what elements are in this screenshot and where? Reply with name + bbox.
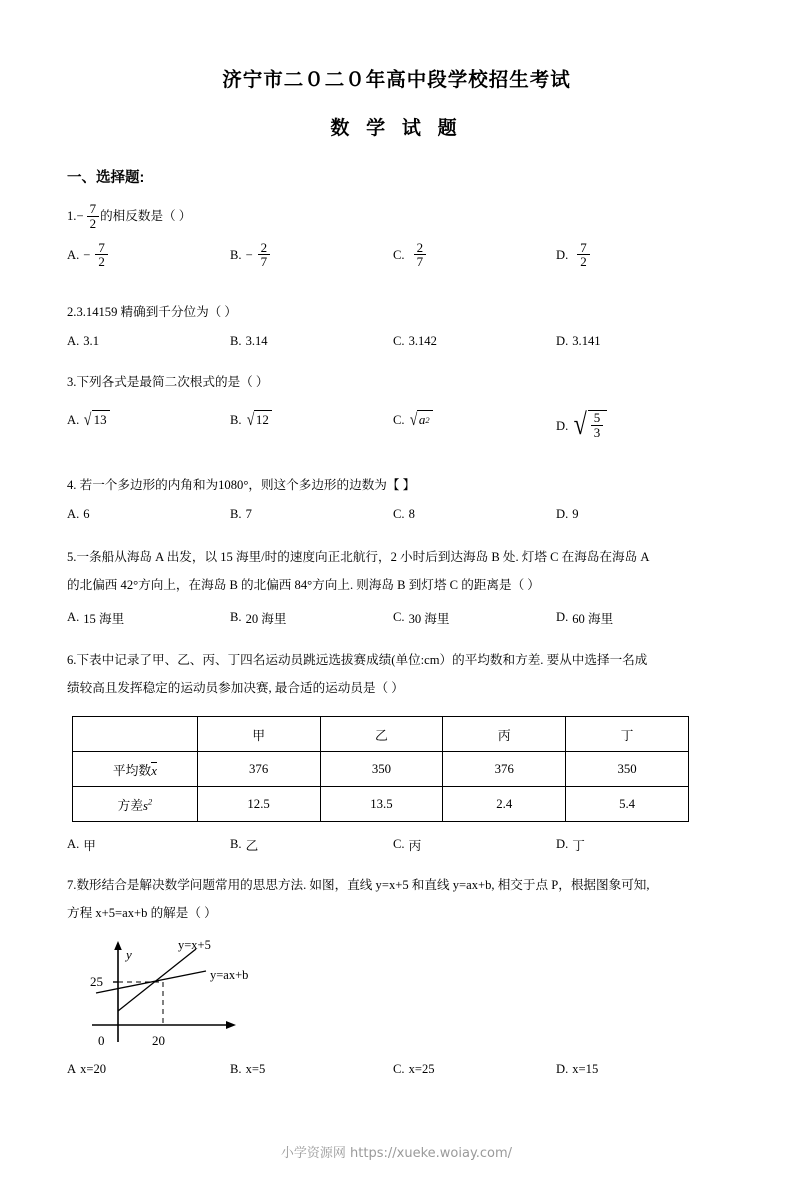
option-fraction <box>95 241 108 269</box>
question-4-options <box>67 507 727 531</box>
option-2-a[interactable] <box>67 334 99 349</box>
option-label: B. <box>230 248 242 263</box>
line2-label: y=ax+b <box>210 968 249 982</box>
option-label: A. <box>67 507 80 521</box>
table-cell-variance-3: 5.4 <box>566 787 689 822</box>
table-row <box>73 717 689 752</box>
option-label: C. <box>393 248 405 263</box>
option-6-c[interactable] <box>393 835 421 854</box>
fraction-numerator: 5 <box>593 410 601 426</box>
question-5-stem <box>67 543 727 599</box>
statistics-table <box>72 716 689 822</box>
section-heading: 一、选择题: <box>67 170 145 186</box>
table-row <box>73 787 689 822</box>
option-text: 30 海里 <box>408 612 450 626</box>
question-1-sign: − <box>76 209 84 223</box>
radical-sign: √ <box>246 410 254 429</box>
option-text: 3.14 <box>245 334 268 348</box>
radicand <box>588 410 608 440</box>
fraction-denominator: 2 <box>577 254 590 268</box>
nested-fraction <box>591 411 604 439</box>
line-y-equals-ax-plus-b <box>96 971 206 993</box>
question-6-stem <box>67 646 727 702</box>
fraction-denominator: 2 <box>87 216 100 230</box>
table-corner-cell <box>73 717 198 752</box>
question-5 <box>67 543 727 632</box>
table-cell-mean-2: 376 <box>443 752 566 787</box>
option-1-d[interactable] <box>556 242 591 270</box>
fraction-numerator: 7 <box>89 201 97 217</box>
option-4-c[interactable] <box>393 507 415 522</box>
radical-sign: √ <box>573 408 588 441</box>
question-7-options <box>67 1062 727 1086</box>
option-label: B. <box>230 837 242 851</box>
option-label: B. <box>230 334 242 348</box>
option-label: C. <box>393 1062 405 1076</box>
s-symbol: s <box>143 798 149 813</box>
option-text: 7 <box>245 507 252 521</box>
option-1-c[interactable] <box>393 242 427 270</box>
option-label: D. <box>556 334 569 348</box>
option-2-c[interactable] <box>393 334 437 349</box>
option-label: D. <box>556 1062 569 1076</box>
option-text: 9 <box>572 507 579 521</box>
option-3-d[interactable] <box>556 408 607 441</box>
fraction-numerator: 7 <box>580 240 587 255</box>
option-5-b[interactable] <box>230 608 287 627</box>
graph-svg <box>78 937 338 1055</box>
option-label: B. <box>230 507 242 521</box>
option-7-c[interactable] <box>393 1062 435 1077</box>
option-text: x=5 <box>245 1062 266 1076</box>
option-sign: − <box>83 248 91 263</box>
table-cell-mean-3: 350 <box>566 752 689 787</box>
option-label: A <box>67 1062 77 1076</box>
option-fraction <box>577 241 590 269</box>
option-text: 3.141 <box>572 334 601 348</box>
table-row-header-mean <box>73 752 198 787</box>
table-col-header-1: 乙 <box>320 717 443 752</box>
fraction-denominator: 7 <box>414 254 427 268</box>
table-cell-mean-0: 376 <box>197 752 320 787</box>
question-7-stem <box>67 871 727 927</box>
option-label: B. <box>230 1062 242 1076</box>
option-label: D. <box>556 610 569 624</box>
option-label: C. <box>393 412 405 427</box>
option-4-d[interactable] <box>556 507 579 522</box>
option-fraction <box>258 241 271 269</box>
y-tick-label-25: 25 <box>90 974 103 989</box>
option-2-d[interactable] <box>556 334 601 349</box>
option-6-a[interactable] <box>67 835 96 854</box>
table-cell-variance-2: 2.4 <box>443 787 566 822</box>
square-root-icon <box>246 410 272 428</box>
radical-sign: √ <box>84 410 92 429</box>
radicand: a 2 <box>417 410 433 428</box>
site-watermark: 小学资源网 https://xueke.woiay.com/ <box>280 1146 513 1161</box>
fraction-numerator: 7 <box>98 240 105 255</box>
option-5-a[interactable] <box>67 608 124 627</box>
radicand: 13 <box>92 410 110 428</box>
linear-functions-graph <box>78 937 793 1060</box>
table-row-header-variance <box>73 787 198 822</box>
option-label: B. <box>230 610 242 624</box>
question-7-answers <box>67 1062 727 1086</box>
option-label: D. <box>556 837 569 851</box>
option-6-b[interactable] <box>230 835 258 854</box>
question-6-options <box>67 835 727 859</box>
x-axis-arrow <box>226 1021 236 1029</box>
question-1-stem-text: 的相反数是（ ） <box>100 209 192 223</box>
option-label: B. <box>230 412 242 427</box>
exam-page <box>0 64 793 1186</box>
s-exponent: 2 <box>148 796 153 807</box>
question-1-stem <box>67 199 727 233</box>
option-2-b[interactable] <box>230 334 268 349</box>
option-label: D. <box>556 248 569 263</box>
square-root-icon <box>409 410 433 428</box>
option-text: 甲 <box>83 839 96 853</box>
question-7-stem-line2: 方程 x+5=ax+b 的解是（ ） <box>67 906 217 920</box>
question-6-stem-line1: 6.下表中记录了甲、乙、丙、丁四名运动员跳远选拔赛成绩(单位:cm）的平均数和方差. 要从中选择一名成 <box>67 653 648 667</box>
radical-sign: √ <box>409 410 417 429</box>
option-text: 丁 <box>572 839 585 853</box>
radicand: 12 <box>254 410 272 428</box>
option-sign: − <box>245 248 253 263</box>
option-7-d[interactable] <box>556 1062 598 1077</box>
option-7-b[interactable] <box>230 1062 265 1077</box>
option-label: D. <box>556 507 569 521</box>
question-7 <box>67 871 727 927</box>
question-7-stem-line1: 7.数形结合是解决数学问题常用的思思方法. 如图，直线 y=x+5 和直线 y=ax+b, 相交于点 P，根据图象可知, <box>67 878 650 892</box>
option-text: x=25 <box>408 1062 435 1076</box>
question-5-stem-line1: 5.一条船从海岛 A 出发，以 15 海里/时的速度向正北航行，2 小时后到达海岛 B 处. 灯塔 C 在海岛在海岛 A <box>67 550 650 564</box>
question-4 <box>67 473 727 531</box>
x-bar-symbol: x <box>151 763 157 778</box>
option-1-a[interactable] <box>67 242 109 270</box>
option-7-a[interactable] <box>67 1062 106 1077</box>
y-axis-arrow <box>114 941 122 950</box>
fraction-denominator: 2 <box>95 254 108 268</box>
page-title: 济宁市二０二０年高中段学校招生考试 <box>222 70 571 91</box>
option-5-d[interactable] <box>556 608 613 627</box>
option-text: 60 海里 <box>572 612 614 626</box>
option-3-b[interactable] <box>230 411 272 429</box>
fraction-numerator: 2 <box>416 240 424 255</box>
option-text: 8 <box>408 507 415 521</box>
option-text: 6 <box>83 507 90 521</box>
page-subtitle: 数 学 试 题 <box>330 118 463 139</box>
y-axis-label: y <box>126 947 132 962</box>
fraction-denominator: 3 <box>591 425 604 439</box>
question-1-number: 1. <box>67 209 77 223</box>
question-3-stem: 3.下列各式是最简二次根式的是（ ） <box>67 375 269 389</box>
question-6 <box>67 646 727 702</box>
option-text: 3.1 <box>83 334 99 348</box>
question-2 <box>67 300 727 358</box>
question-5-stem-line2: 的北偏西 42°方向上，在海岛 B 的北偏西 84°方向上. 则海岛 B 到灯塔 C 的距离是（ ） <box>67 578 540 592</box>
option-label: C. <box>393 837 405 851</box>
question-6-answers <box>67 835 727 859</box>
option-label: D. <box>556 418 569 433</box>
row-header-text: 平均数 <box>112 763 152 778</box>
option-label: A. <box>67 412 80 427</box>
option-text: 乙 <box>245 839 259 853</box>
option-label: A. <box>67 248 80 263</box>
question-3-options <box>67 408 727 457</box>
question-2-stem: 2.3.14159 精确到千分位为（ ） <box>67 305 238 319</box>
option-label: C. <box>393 610 405 624</box>
question-1-fraction <box>87 202 100 230</box>
option-6-d[interactable] <box>556 835 585 854</box>
option-5-c[interactable] <box>393 608 450 627</box>
table-col-header-3: 丁 <box>566 717 689 752</box>
option-3-c[interactable] <box>393 411 433 429</box>
origin-label: 0 <box>98 1033 105 1048</box>
option-label: A. <box>67 837 80 851</box>
option-3-a[interactable] <box>67 411 110 429</box>
option-fraction <box>414 241 427 269</box>
option-label: A. <box>67 334 80 348</box>
question-5-options <box>67 608 727 632</box>
question-2-options <box>67 334 727 358</box>
option-text: 3.142 <box>408 334 437 348</box>
option-text: x=20 <box>80 1062 107 1076</box>
option-text: x=15 <box>572 1062 599 1076</box>
row-header-text: 方差 <box>117 798 144 813</box>
table-cell-variance-0: 12.5 <box>197 787 320 822</box>
option-label: C. <box>393 507 405 521</box>
table-cell-variance-1: 13.5 <box>320 787 443 822</box>
option-label: A. <box>67 610 80 624</box>
option-text: 20 海里 <box>245 612 287 626</box>
option-text: 15 海里 <box>83 612 125 626</box>
table-cell-mean-1: 350 <box>320 752 443 787</box>
table-col-header-0: 甲 <box>197 717 320 752</box>
question-4-stem: 4. 若一个多边形的内角和为1080°，则这个多边形的边数为【 】 <box>67 478 416 492</box>
option-1-b[interactable] <box>230 242 271 270</box>
option-text: 丙 <box>408 839 422 853</box>
table-row <box>73 752 689 787</box>
x-tick-label-20: 20 <box>152 1033 165 1048</box>
option-4-b[interactable] <box>230 507 252 522</box>
option-4-a[interactable] <box>67 507 90 522</box>
question-3 <box>67 370 727 457</box>
fraction-denominator: 7 <box>258 254 271 268</box>
square-root-icon <box>83 410 109 428</box>
table-col-header-2: 丙 <box>443 717 566 752</box>
fraction-numerator: 2 <box>260 240 268 255</box>
question-6-stem-line2: 绩较高且发挥稳定的运动员参加决赛, 最合适的运动员是（ ） <box>67 681 404 695</box>
question-1-options <box>67 242 727 288</box>
line1-label: y=x+5 <box>178 938 211 952</box>
option-label: C. <box>393 334 405 348</box>
statistics-table-wrapper <box>72 716 793 822</box>
question-1 <box>67 199 727 288</box>
square-root-icon <box>572 410 607 440</box>
